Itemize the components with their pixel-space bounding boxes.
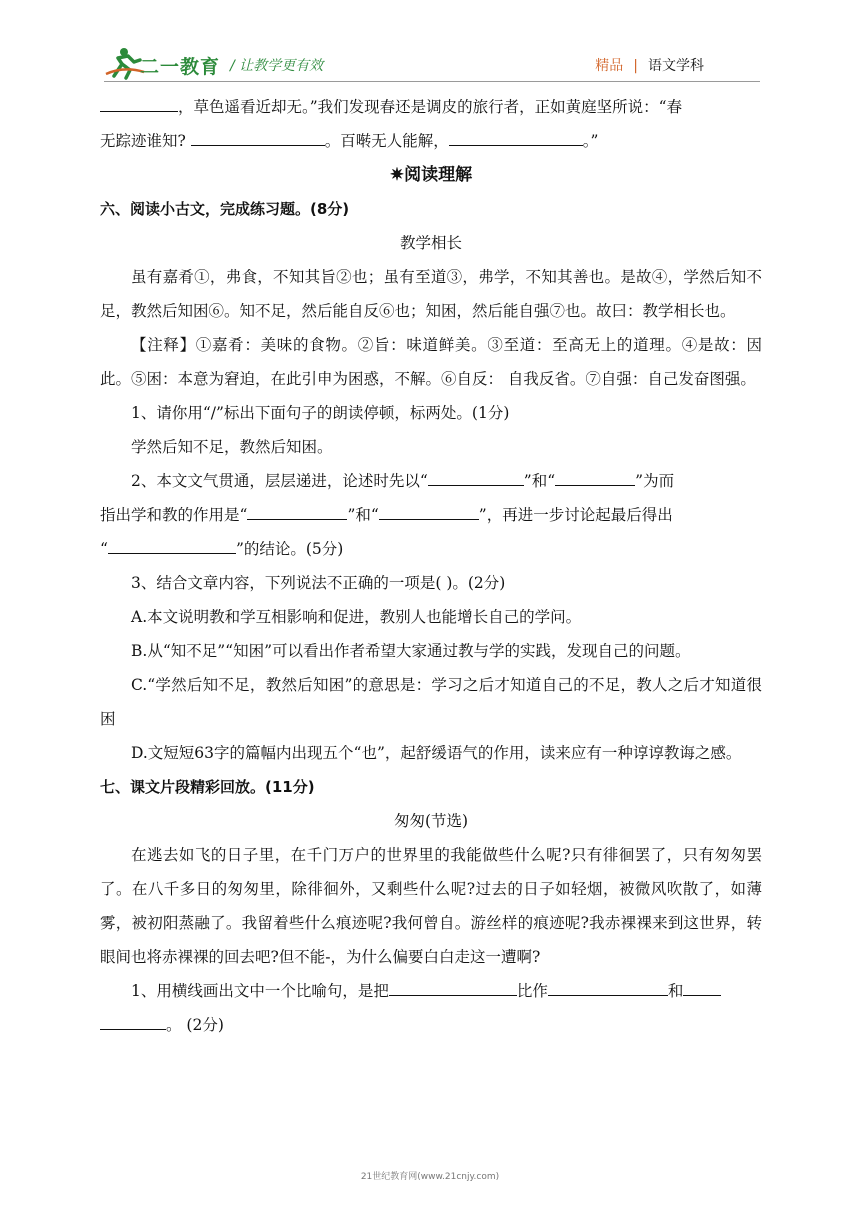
slogan: / 让教学更有效 [230, 58, 324, 74]
question-6-1: 1、请你用“/”标出下面句子的朗读停顿，标两处。(1分) [131, 404, 510, 422]
section-title: ✷阅读理解 [389, 165, 473, 185]
question-7-1-line-1: 1、用横线画出文中一个比喻句，是把 比作 和 [100, 974, 762, 1008]
quality-tag: 精品 [595, 58, 624, 74]
passage-1-text: 虽有嘉肴①，弗食，不知其旨②也；虽有至道③，弗学，不知其善也。是故④，学然后知不足，教然后知困⑥。知不足，然后能自反⑥也；知困，然后能自强⑦也。故曰：教学相长也。 [100, 268, 762, 320]
blank[interactable] [191, 129, 325, 146]
question-6-2-line-1: 2、本文文气贯通，层层递进，论述时先以“ ”和“ ”为而 [100, 464, 762, 498]
separator: | [633, 58, 638, 74]
question-6-title: 六、阅读小古文，完成练习题。(8分) [100, 200, 350, 218]
blank[interactable] [100, 95, 178, 112]
passage-1-title: 教学相长 [399, 234, 462, 252]
option-a: A.本文说明教和学互相影响和促进，教别人也能增长自己的学问。 [131, 608, 582, 626]
question-6-1-sentence: 学然后知不足，教然后知困。 [131, 438, 333, 456]
document-body [100, 90, 762, 1042]
annotation: 【注释】①嘉肴：美味的食物。②旨：味道鲜美。③至道：至高无上的道理。④是故：因此。⑤困：本意为窘迫，在此引申为困惑，不解。⑥自反： 自我反省。⑦自强：自己发奋图强。 [100, 336, 762, 388]
option-b: B.从“知不足”“知困”可以看出作者希望大家通过教与学的实践，发现自己的问题。 [131, 642, 691, 660]
poem-line-1: ，草色遥看近却无。”我们发现春还是调皮的旅行者，正如黄庭坚所说：“春 [100, 90, 762, 124]
blank[interactable] [379, 503, 479, 520]
question-7-1-line-2: 。 (2分) [100, 1008, 762, 1042]
question-7-title: 七、课文片段精彩回放。(11分) [100, 778, 315, 796]
blank[interactable] [100, 1013, 166, 1030]
question-6-3: 3、结合文章内容，下列说法不正确的一项是( )。(2分) [131, 574, 506, 592]
blank[interactable] [108, 537, 236, 554]
poem-line-2: 无踪迹谁知? 。百啭无人能解， 。” [100, 124, 762, 158]
option-c: C.“学然后知不足，教然后知困”的意思是：学习之后才知道自己的不足，教人之后才知道很困 [100, 676, 762, 728]
header-divider [104, 81, 760, 82]
header-right [595, 55, 704, 75]
page-footer: 21世纪教育网(www.21cnjy.com) [360, 1172, 500, 1182]
logo-text: 二一教育 [140, 56, 221, 78]
page-header [0, 0, 860, 84]
question-6-2-line-3: “ ”的结论。(5分) [100, 532, 762, 566]
blank[interactable] [449, 129, 583, 146]
blank[interactable] [683, 979, 721, 996]
question-6-2-line-2: 指出学和教的作用是“ ”和“ ”，再进一步讨论起最后得出 [100, 498, 762, 532]
blank[interactable] [247, 503, 347, 520]
passage-2-title: 匆匆(节选) [393, 812, 469, 830]
subject-label: 语文学科 [648, 58, 704, 74]
blank[interactable] [555, 469, 635, 486]
blank[interactable] [548, 979, 668, 996]
passage-2-text: 在逃去如飞的日子里，在千门万户的世界里的我能做些什么呢?只有徘徊罢了，只有匆匆罢了。在八千多日的匆匆里，除徘徊外，又剩些什么呢?过去的日子如轻烟，被微风吹散了，如薄雾，被初阳蒸融了。我留着些什么痕迹呢?我何曾自。游丝样的痕迹呢?我赤裸裸来到这世界，转眼间也将赤裸裸的回去吧?但不能-，为什么偏要白白走这一遭啊? [100, 846, 762, 966]
blank[interactable] [428, 469, 524, 486]
blank[interactable] [389, 979, 517, 996]
option-d: D.文短短63字的篇幅内出现五个“也”，起舒缓语气的作用，读来应有一种谆谆教诲之感。 [131, 744, 742, 762]
